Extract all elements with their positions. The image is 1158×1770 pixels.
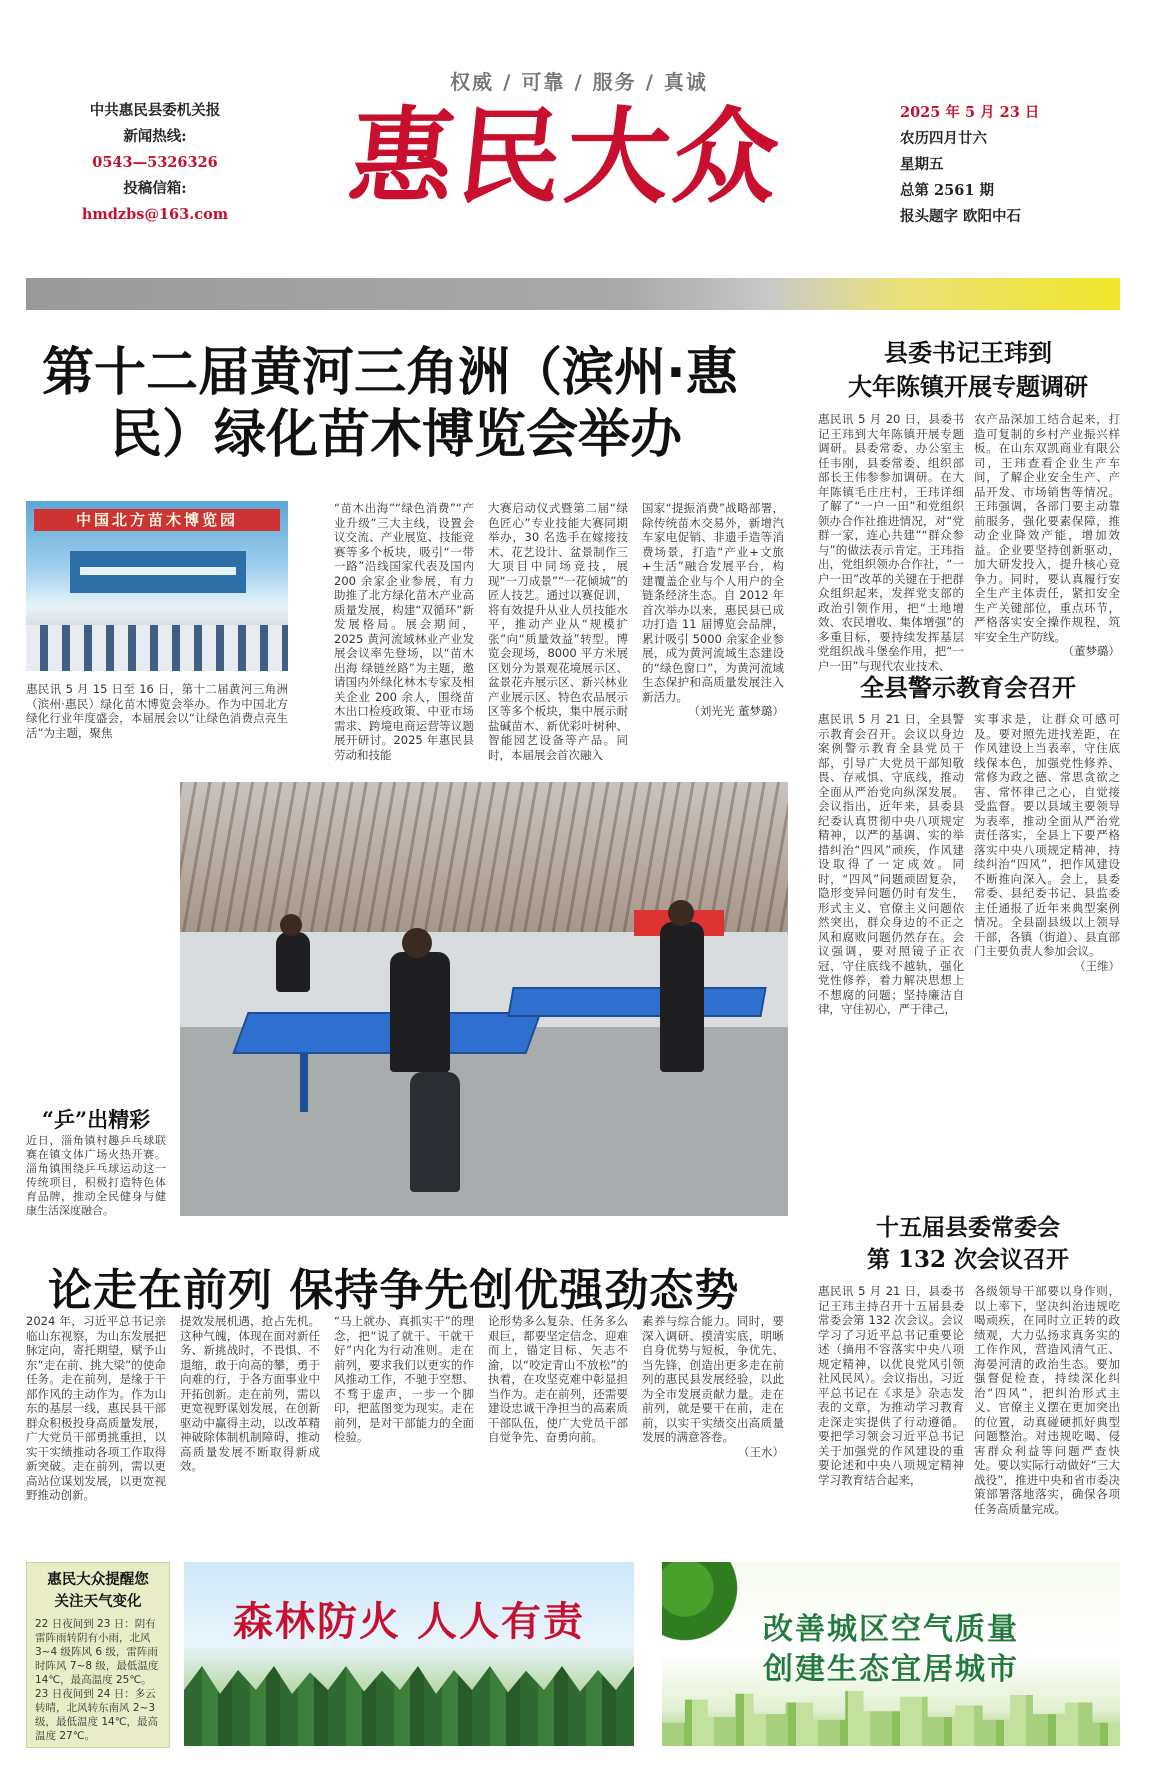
photo-player-back bbox=[660, 922, 704, 1072]
hotline-number: 0543—5326326 bbox=[92, 154, 218, 171]
lead-col-4 bbox=[642, 501, 784, 719]
side1-col-1: 惠民讯 5 月 20 日，县委书记王玮到大年陈镇开展专题调研。县委常委、办公室主任韦刚，县委常委、组织部部长王伟参参加调研。在大年陈镇毛庄庄村，王玮详细了解了“一户一田”和党组织领办合作社推进情况，对“党群一家，连心共建”“群众参与”的做法表示肯定。王玮指出，党组织领办合作社，“一户一田”改革的关键在于把群众组织起来，发挥党支部的政治引领作用，把“土地增效、农民增收、集体增强”的多重目标，要持续发挥基层党组织战斗堡垒作用，把“一户一田”与现代农业技术、 bbox=[818, 412, 964, 673]
issue-date: 2025 年 5 月 23 日 bbox=[900, 104, 1040, 121]
lead-byline: （刘光光 董梦璐） bbox=[688, 704, 784, 718]
photo-table-back bbox=[507, 987, 766, 1017]
forest-fire-slogan: 森林防火 人人有责 bbox=[233, 1599, 585, 1645]
audience-seats bbox=[26, 625, 288, 671]
photo-table-front bbox=[232, 1012, 541, 1054]
weather-title-line1: 惠民大众提醒您 bbox=[47, 1571, 149, 1588]
header-band bbox=[26, 278, 1120, 310]
commentary-byline: （王水） bbox=[738, 1444, 784, 1459]
photo-player-front bbox=[390, 952, 450, 1072]
side3-headline[interactable] bbox=[818, 1212, 1118, 1276]
commentary-col-1: 2024 年，习近平总书记亲临山东视察，为山东发展把脉定向，寄托期望，赋予山东“走在前、挑大梁”的使命任务。走在前列，是缘于干部作风的主动作为。作为山东的基层一线，惠民县干部群众积极投身高质量发展，广大党员干部勇挑重担，以实干实绩推动各项工作取得新突破。走在前列，需以更高站位谋划发展，以更宽视野推动创新。 bbox=[26, 1314, 166, 1502]
photo-caption-text: 近日，淄角镇村趣乒乓球联赛在镇文体广场火热开赛。淄角镇围绕乒乓球运动这一传统项目，积极打造特色体育品牌，推动全民健身与健康生活深度融合。 bbox=[26, 1134, 166, 1217]
lead-col-2: “苗木出海”“绿色消费”“产业升级”三大主线，设置会议交流、产业展览、技能竞赛等多个板块，吸引“一带一路”沿线国家代表及国内 200 余家企业参展，有力助推了北方绿化苗木产业高质量发展，构建“双循环”新发展格局。展会期间，2025 黄河流域林业产业发展会议率先登场，以“苗木出海 绿链丝路”为主题，邀请国内外绿化林木专家及相关企业 200 余人，围绕苗木出口检疫政策、中亚市场需求、跨境电商运营等议题展开研讨。2025 年惠民县劳动和技能 bbox=[334, 501, 474, 762]
photo-player-legs bbox=[410, 1072, 460, 1192]
expo-photo[interactable] bbox=[26, 501, 288, 671]
email-label: 投稿信箱: bbox=[123, 180, 187, 197]
commentary-col-5 bbox=[642, 1314, 784, 1459]
header-left-info bbox=[70, 98, 240, 228]
commentary-headline[interactable]: 论走在前列 保持争先创优强劲态势 bbox=[48, 1265, 740, 1316]
side2-col-2-text: 实事求是，让群众可感可及。要对照先进找差距，在作风建设上当表率，守住底线保本色，加强党性修养、常修为政之德、常思贪欲之害、常怀律己之心，自觉接受监督。要以县域主要领导为表率，推动全面从严治党责任落实，全县上下要严格落实中央八项规定精神，持续纠治“四风”，把作风建设不断推向深入。会上，县委常委、县纪委书记、县监委主任通报了近年来典型案例情况。全县副县级以上领导干部，各镇（街道）、县直部门主要负责人参加会议。 bbox=[974, 712, 1120, 958]
photo-player-left bbox=[276, 932, 310, 992]
table-tennis-photo[interactable] bbox=[180, 782, 788, 1216]
side1-col-2 bbox=[974, 412, 1120, 659]
lead-headline-line2: 民）绿化苗木博览会举办 bbox=[110, 405, 683, 465]
hotline-label: 新闻热线: bbox=[123, 128, 187, 145]
stage-screen bbox=[70, 551, 246, 593]
masthead-logo: 惠民大众 bbox=[343, 95, 789, 218]
city-skyline-illustration bbox=[662, 1688, 1120, 1746]
lead-headline[interactable] bbox=[42, 342, 782, 466]
forest-fire-ad[interactable] bbox=[184, 1562, 634, 1746]
side1-headline-line1: 县委书记王玮到 bbox=[884, 338, 1052, 367]
weather-box bbox=[26, 1562, 170, 1748]
side1-headline-line2: 大年陈镇开展专题调研 bbox=[848, 372, 1088, 401]
air-quality-slogan-line1: 改善城区空气质量 bbox=[763, 1612, 1019, 1647]
side3-col-2: 各级领导干部要以身作则，以上率下，坚决纠治违规吃喝顽疾，在同时立正转的政绩观，大力弘扬求真务实的工作作风，营造风清气正、海晏河清的政治生态。要加强督促检查，持续深化纠治“四风”，把纠治形式主义、官僚主义摆在更加突出的位置，动真碰硬抓好典型问题整治。对违规吃喝、侵害群众利益等问题严查快处。要以实际行动做好“三大战役”，推进中央和省市委决策部署落地落实，确保各项任务高质量完成。 bbox=[974, 1284, 1120, 1516]
side2-col-2 bbox=[974, 712, 1120, 973]
weather-title bbox=[27, 1569, 169, 1613]
header-right-info bbox=[900, 100, 1100, 230]
photo-table-leg bbox=[300, 1052, 308, 1112]
side2-byline: （王维） bbox=[1074, 958, 1120, 973]
air-quality-ad[interactable] bbox=[662, 1562, 1120, 1746]
lead-col-3: 大赛启动仪式暨第二届“绿色匠心”专业技能大赛同期举办，30 名选手在嫁接技术、花艺设计、盆景制作三大项目中同场竞技，展现“一刀成景”“一花倾城”的匠人技艺。通过以赛促训，将有效提升从业人员技能水平，推动产业从“规模扩张”向“质量效益”转型。博览会现场，8000 平方米展区划分为景观花境展示区、盆景花卉展示区、新兴林业产业展示区、特色农品展示区等多个板块，集中展示耐盐碱苗木、新优彩叶树种、智能园艺设备等产品。同时，本届展会首次融入 bbox=[488, 501, 628, 762]
side3-headline-line2: 第 132 次会议召开 bbox=[866, 1246, 1070, 1273]
side2-headline[interactable]: 全县警示教育会召开 bbox=[860, 673, 1076, 702]
calligraphy-credit: 报头题字 欧阳中石 bbox=[900, 208, 1022, 225]
side1-byline: （董梦璐） bbox=[1062, 644, 1120, 658]
weekday: 星期五 bbox=[900, 156, 944, 173]
photo-player-head bbox=[668, 900, 694, 926]
air-quality-slogan-line2: 创建生态宜居城市 bbox=[763, 1652, 1019, 1687]
commentary-col-2: 提效发展机遇，抢占先机。这种气魄，体现在面对新任务、新挑战时，不畏惧、不退缩，敢于向高的攀，勇于向难的行，于各方面事业中开拓创新。走在前列，需以更宽视野谋划发展，在创新驱动中赢得主动，以改革精神破除体制机制障碍，推动高质量发展不断取得新成效。 bbox=[180, 1314, 320, 1473]
side1-headline[interactable] bbox=[818, 336, 1118, 404]
org-name: 中共惠民县委机关报 bbox=[89, 102, 221, 119]
forest-illustration bbox=[184, 1666, 634, 1746]
lunar-date: 农历四月廿六 bbox=[900, 130, 987, 147]
side3-headline-line1: 十五届县委常委会 bbox=[876, 1214, 1060, 1241]
slogan: 权威 / 可靠 / 服务 / 真诚 bbox=[450, 70, 708, 94]
commentary-col-4: 论形势多么复杂、任务多么艰巨，都要坚定信念、迎难而上，锚定目标、矢志不渝，以“咬定青山不放松”的执着，在攻坚克难中彰显担当作为。走在前列，还需要建设忠诚干净担当的高素质干部队伍，使广大党员干部自觉争先、奋勇向前。 bbox=[488, 1314, 628, 1444]
commentary-col-5-text: 素养与综合能力。同时，要深入调研、摸清实底，明晰自身优势与短板，争优先、当先锋，创造出更多走在前列的惠民县发展经验，以此为全市发展贡献力量。走在前列，就是要干在前，走在前，以实干实绩交出高质量发展的满意答卷。 bbox=[642, 1314, 784, 1444]
lead-col-4-text: 国家“提振消费”战略部署，除传统苗木交易外，新增汽车家电促销、非遗手造等消费场景，打造“产业+文旅+生活”融合发展平台，构建覆盖企业与个人用户的全链条经济生态。自 2012 年首次举办以来，惠民县已成功打造 11 届博览会品牌，累计吸引 5000 余家企业参展，成为黄河流域生态建设的“绿色窗口”，为黄河流域生态保护和高质量发展注入新活力。 bbox=[642, 501, 784, 704]
weather-forecast: 22 日夜间到 23 日：阴有雷阵雨转阴有小雨，北风 3~4 级阵风 6 级，雷阵雨时阵风 7~8 级，最低温度 14℃，最高温度 25℃。23 日夜间到 24 日：多云转晴，北风转东南风 2~3 级，最低温度 14℃，最高温度 27℃。 bbox=[35, 1618, 159, 1742]
weather-title-line2: 关注天气变化 bbox=[54, 1593, 142, 1610]
expo-banner: 中国北方苗木博览园 bbox=[34, 509, 280, 531]
commentary-col-3: “马上就办、真抓实干”的理念，把“说了就干、干就干好”内化为行动准则。走在前列，要求我们以更实的作风推动工作，不驰于空想、不骛于虚声，一步一个脚印，把蓝图变为现实。走在前列，是对干部能力的全面检验。 bbox=[334, 1314, 474, 1444]
email-address[interactable]: hmdzbs@163.com bbox=[81, 206, 229, 223]
photo-caption-title: “乒”出精彩 bbox=[41, 1107, 151, 1132]
photo-player-head bbox=[280, 914, 302, 936]
photo-player-head bbox=[402, 928, 432, 958]
lead-headline-line1: 第十二届黄河三角洲（滨州·惠 bbox=[42, 343, 738, 403]
lead-col-1: 惠民讯 5 月 15 日至 16 日，第十二届黄河三角洲（滨州·惠民）绿化苗木博览会举办。作为中国北方绿化行业年度盛会，本届展会以“让绿色消费点亮生活”为主题，聚焦 bbox=[26, 682, 288, 740]
side3-col-1: 惠民讯 5 月 21 日，县委书记王玮主持召开十五届县委常委会第 132 次会议。会议学习了习近平总书记重要论述（摘用不容落实中央八项规定精神，以优良党风引领社风民风）。会议指出，习近平总书记在《求是》杂志发表的文章，为推动学习教育走深走实提供了行动遵循。要把学习领会习近平总书记关于加强党的作风建设的重要论述和中央八项规定精神学习教育结合起来， bbox=[818, 1284, 964, 1487]
issue-number: 总第 2561 期 bbox=[900, 182, 994, 199]
side2-col-1: 惠民讯 5 月 21 日，全县警示教育会召开。会议以身边案例警示教育全县党员干部，引导广大党员干部知敬畏、存戒惧、守底线，推动全面从严治党向纵深发展。会议指出，近年来，县委县纪委认真贯彻中央八项规定精神，以严的基调、实的举措纠治“四风”顽疾，作风建设取得了一定成效。同时，“四风”问题顽固复杂，隐形变异问题仍时有发生，形式主义、官僚主义问题依然突出，群众身边的不正之风和腐败问题仍然存在。会议强调，要对照镜子正衣冠，守住底线不越轨，强化党性修养，着力解决思想上不想腐的问题；坚持廉洁自律，守住初心，严于律己， bbox=[818, 712, 964, 1016]
side1-col-2-text: 农产品深加工结合起来，打造可复制的乡村产业振兴样板。在山东双凯商业有限公司，王玮查看企业生产车间，了解企业安全生产、产品开发、市场销售等情况。王玮强调，各部门要主动靠前服务，强化要素保障，推动企业降效产能，增加效益。企业要坚持创新驱动，加大研发投入，提升核心竞争力。同时，要认真履行安全生产主体责任，紧扣安全生产关键部位，重点环节，严格落实安全操作规程，筑牢安全生产防线。 bbox=[974, 412, 1120, 644]
